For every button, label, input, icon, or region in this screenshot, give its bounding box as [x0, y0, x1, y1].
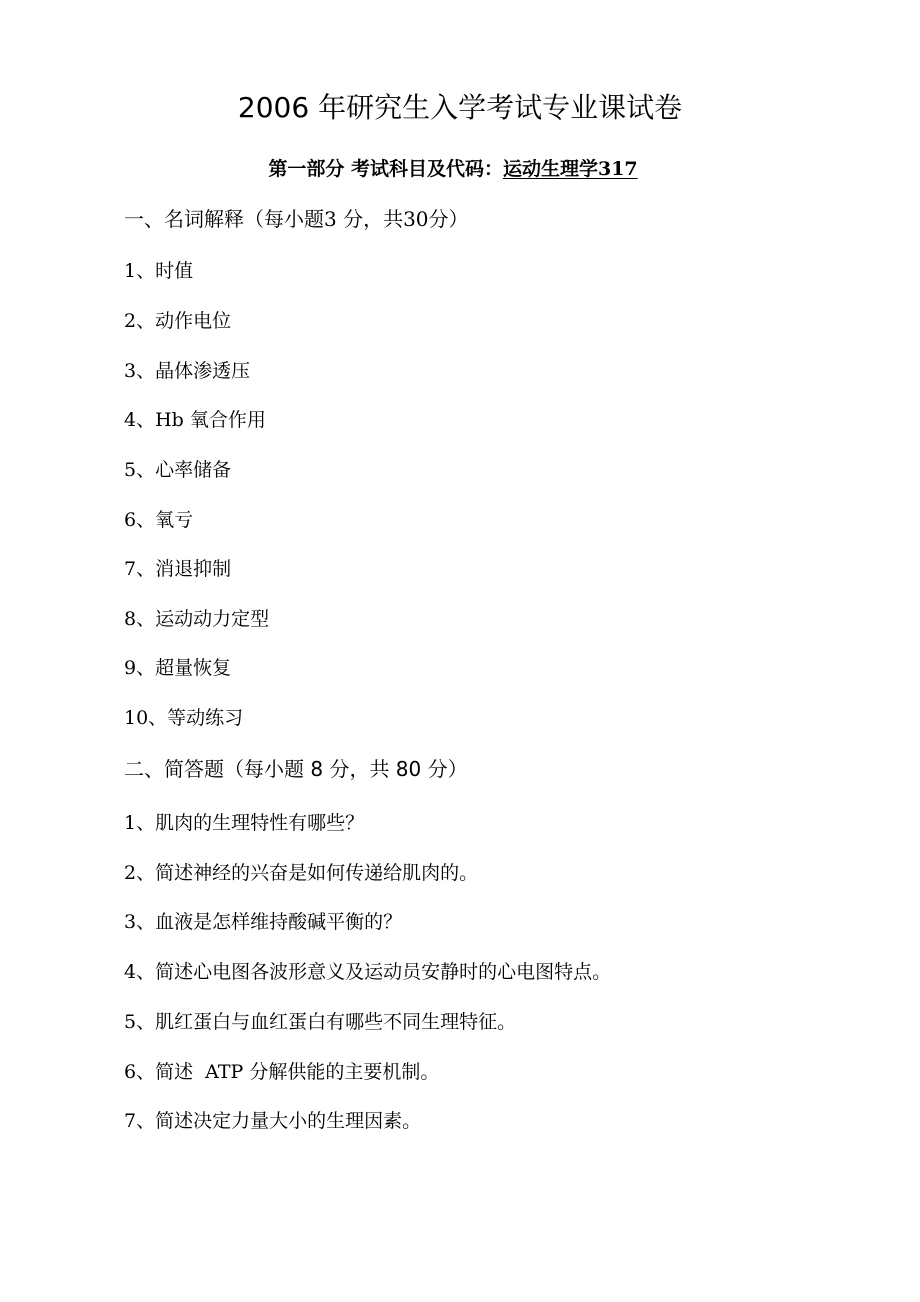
list-item: 4、Hb 氧合作用 [124, 409, 266, 431]
subject-code: 运动生理学317 [502, 158, 638, 180]
list-item: 6、氧亏 [124, 509, 194, 531]
list-item: 9、超量恢复 [124, 657, 232, 679]
list-item: 3、血液是怎样维持酸碱平衡的？ [124, 911, 403, 933]
list-item: 1、肌肉的生理特性有哪些？ [124, 812, 365, 834]
list-item: 5、心率储备 [124, 459, 232, 481]
list-item: 8、运动动力定型 [124, 608, 270, 630]
list-item: 7、消退抑制 [124, 558, 232, 580]
list-item: 6、简述 ATP 分解供能的主要机制。 [124, 1061, 440, 1083]
page-title: 2006 年研究生入学考试专业课试卷 [237, 91, 683, 124]
list-item: 2、简述神经的兴奋是如何传递给肌肉的。 [124, 862, 479, 884]
list-item: 7、简述决定力量大小的生理因素。 [124, 1110, 422, 1132]
exam-part-line [0, 154, 906, 184]
list-item: 4、简述心电图各波形意义及运动员安静时的心电图特点。 [124, 961, 612, 983]
list-item: 10、等动练习 [124, 707, 244, 729]
section2-heading: 二、简答题（每小题 8 分，共 80 分） [124, 757, 468, 781]
list-item: 2、动作电位 [124, 310, 232, 332]
list-item: 1、时值 [124, 260, 194, 282]
part-label: 第一部分 考试科目及代码： [268, 158, 503, 180]
section1-heading: 一、名词解释（每小题3 分，共30分） [124, 207, 469, 231]
list-item: 5、肌红蛋白与血红蛋白有哪些不同生理特征。 [124, 1011, 517, 1033]
list-item: 3、晶体渗透压 [124, 360, 251, 382]
